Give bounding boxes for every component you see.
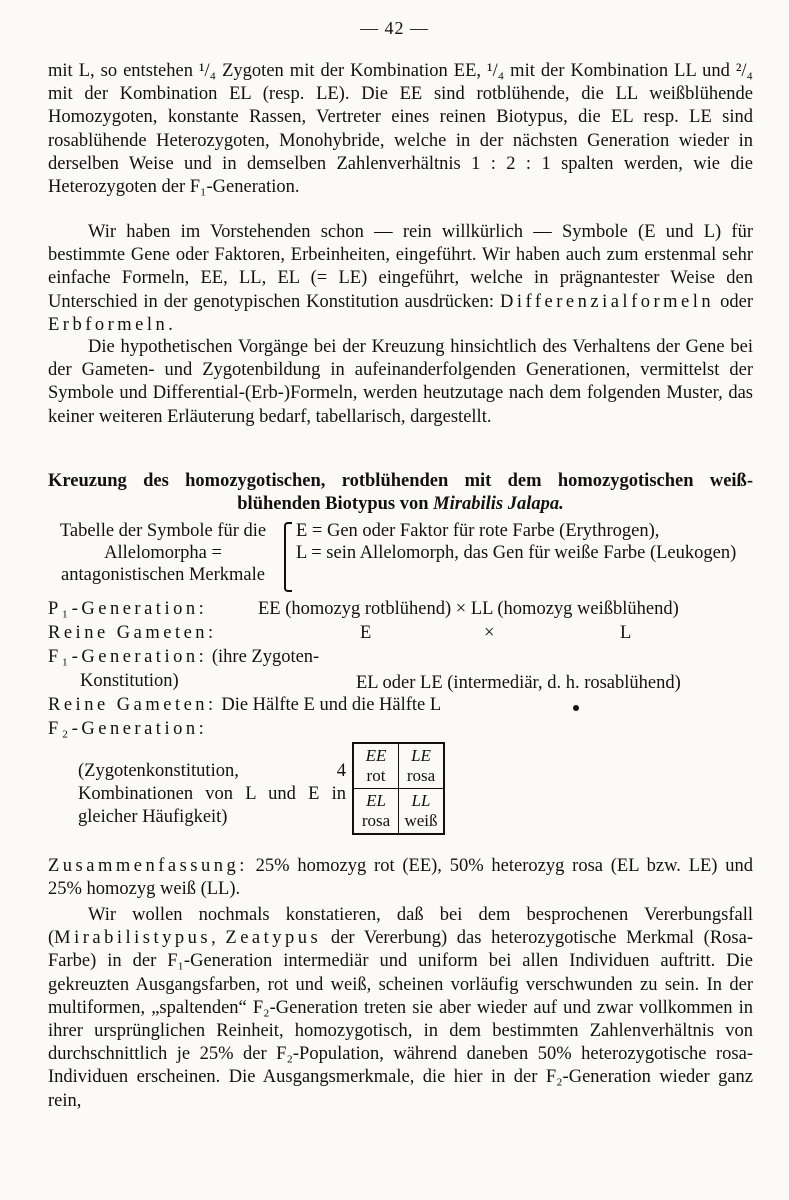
cell-formula: LL [411, 791, 431, 810]
summary [48, 855, 753, 901]
paragraph-1: mit L, so entstehen ¹/₄ Zygoten mit der Kombination EE, ¹/₄ mit der Kombination LL und ²/₄ mit der Kombination EL (resp. LE). Die EE sind rotblühende, die LL weißblühende Homozygoten, konstante Rassen, Vertreter eines reinen Biotypus, die EL resp. LE sind rosablühende Heterozygoten, Monohybride, welche in der nächsten Generation wieder in derselben Weise und in demselben Zahlenverhältnis 1 : 2 : 1 spalten werden, wie die Heterozygoten der F₁-Generation. [48, 61, 753, 198]
cell-color: weiß [404, 811, 438, 830]
symbol-L-definition: L = sein Allelomorph, das Gen für weiße Farbe (Leukogen) [296, 543, 737, 563]
heading-species-name: Mirabilis Jalapa. [433, 494, 564, 514]
punnett-cell-LE [399, 743, 445, 789]
punnett-cell-LL [399, 789, 445, 835]
gametes-2-text: Die Hälfte E und die Hälfte L [221, 695, 442, 715]
section-heading [48, 470, 753, 516]
paragraph-2 [48, 221, 753, 337]
zygote-note: (Zygotenkonstitution, 4 Kombinationen von L und E in gleicher Häufigkeit) [78, 761, 346, 827]
gametes-2-label: Reine Gameten: [48, 695, 217, 715]
summary-block [48, 855, 753, 901]
brace-icon [284, 522, 292, 592]
term-differenzialformeln: Differenzialformeln [500, 291, 715, 312]
gametes-1-label: Reine Gameten: [48, 623, 217, 643]
term-mirabilistypus: Mirabilistypus [54, 928, 212, 949]
f1-sub-2: Konstitution) [80, 671, 179, 691]
word-oder: oder [714, 291, 753, 312]
cell-color: rosa [361, 811, 391, 830]
paragraph-4-block [48, 904, 753, 1113]
gametes-2-row [48, 694, 441, 716]
paragraph-1-block [48, 60, 753, 199]
f1-label: F₁-Generation: [48, 647, 208, 667]
p1-generation-row [48, 598, 679, 620]
cell-formula: EL [366, 791, 386, 810]
page-number: — 42 — [360, 18, 429, 38]
gamete-L: L [620, 623, 632, 643]
summary-text: 25% homozyg rot (EE), 50% heterozyg rosa (EL bzw. LE) und 25% homozyg weiß (LL). [48, 856, 753, 900]
ink-dot [573, 705, 579, 711]
punnett-square [352, 742, 445, 835]
cell-formula: LE [411, 746, 431, 765]
heading-line-1: Kreuzung des homozygotischen, rotblühenden mit dem homozygotischen weiß- [48, 471, 753, 491]
f1-generation-row [48, 646, 319, 668]
cell-color: rot [366, 766, 386, 785]
paragraph-4-rest: der Vererbung) das heterozygotische Merkmal (Rosa-Farbe) in der F₁-Generation intermediär und uniform bei allen Individuen auftritt. Die gekreuzten Ausgangsfarben, rot und weiß, scheinen vorläufig verschwunden zu sein. In der multiformen, „spaltenden“ F₂-Generation treten sie aber wieder auf und zwar vollkommen in ihrer ursprünglichen Reinheit, homozygotisch, in dem bestimmten Zahlenverhältnis von durchschnittlich je 25% der F₂-Population, während daneben 50% heterozygotische rosa-Individuen erscheinen. Die Ausgangsmerkmale, die hier in der F₂-Generation wieder ganz rein, [48, 928, 754, 1111]
paragraph-4-start: Wir wollen nochmals konstatieren, daß bei dem besprochenen Vererbungsfall ( [48, 905, 753, 949]
symbol-E-definition: E = Gen oder Faktor für rote Farbe (Erythrogen), [296, 521, 660, 541]
heading-line-2-text: blühenden Biotypus von [237, 494, 434, 514]
punnett-cell-EL [353, 789, 399, 835]
f2-generation-row [48, 718, 207, 740]
symbol-table-label: Tabelle der Symbole für die Allelomorpha = antagonistischen Merkmale [59, 521, 267, 585]
p1-label: P₁-Generation: [48, 599, 208, 619]
cross-sign: × [484, 623, 495, 643]
paragraph-3: Die hypothetischen Vorgänge bei der Kreuzung hinsichtlich des Verhaltens der Gene bei der Gameten- und Zygotenbildung in aufeinanderfolgenden Generationen, vermittelst der Symbole und Differential-(Erb-)Formeln, werden heutzutage nach dem folgenden Muster, das keiner weiteren Erläuterung bedarf, tabellarisch, dargestellt. [48, 337, 753, 427]
punnett-cell-EE [353, 743, 399, 789]
paragraph-2-block [48, 221, 753, 337]
f1-sub-1: (ihre Zygoten- [211, 647, 320, 667]
comma: , [211, 928, 226, 949]
paragraph-2-text: Wir haben im Vorstehenden schon — rein willkürlich — Symbole (E und L) für bestimmte Gene oder Faktoren, Erbeinheiten, eingeführt. Wir haben auch zum erstenmal sehr einfache Formeln, EE, LL, EL (= LE) eingeführt, welche in prägnantester Weise den Unterschied in der genotypischen Konstitution ausdrücken: [48, 222, 753, 312]
term-erbformeln: Erbformeln. [48, 314, 177, 335]
f1-sub-row [80, 670, 179, 692]
f1-result: EL oder LE (intermediär, d. h. rosablühend) [356, 673, 681, 693]
term-zeatypus: Zeatypus [225, 928, 322, 949]
paragraph-4 [48, 904, 753, 1113]
heading-line-2 [237, 494, 563, 514]
gametes-1-row [48, 622, 753, 644]
cell-color: rosa [406, 766, 436, 785]
p1-cross: EE (homozyg rotblühend) × LL (homozyg weißblühend) [258, 599, 679, 619]
f2-label: F₂-Generation: [48, 719, 208, 739]
paragraph-3-block [48, 336, 753, 429]
cell-formula: EE [365, 746, 387, 765]
gamete-E: E [360, 623, 372, 643]
summary-label: Zusammenfassung: [48, 856, 248, 876]
symbol-definitions [296, 520, 756, 564]
